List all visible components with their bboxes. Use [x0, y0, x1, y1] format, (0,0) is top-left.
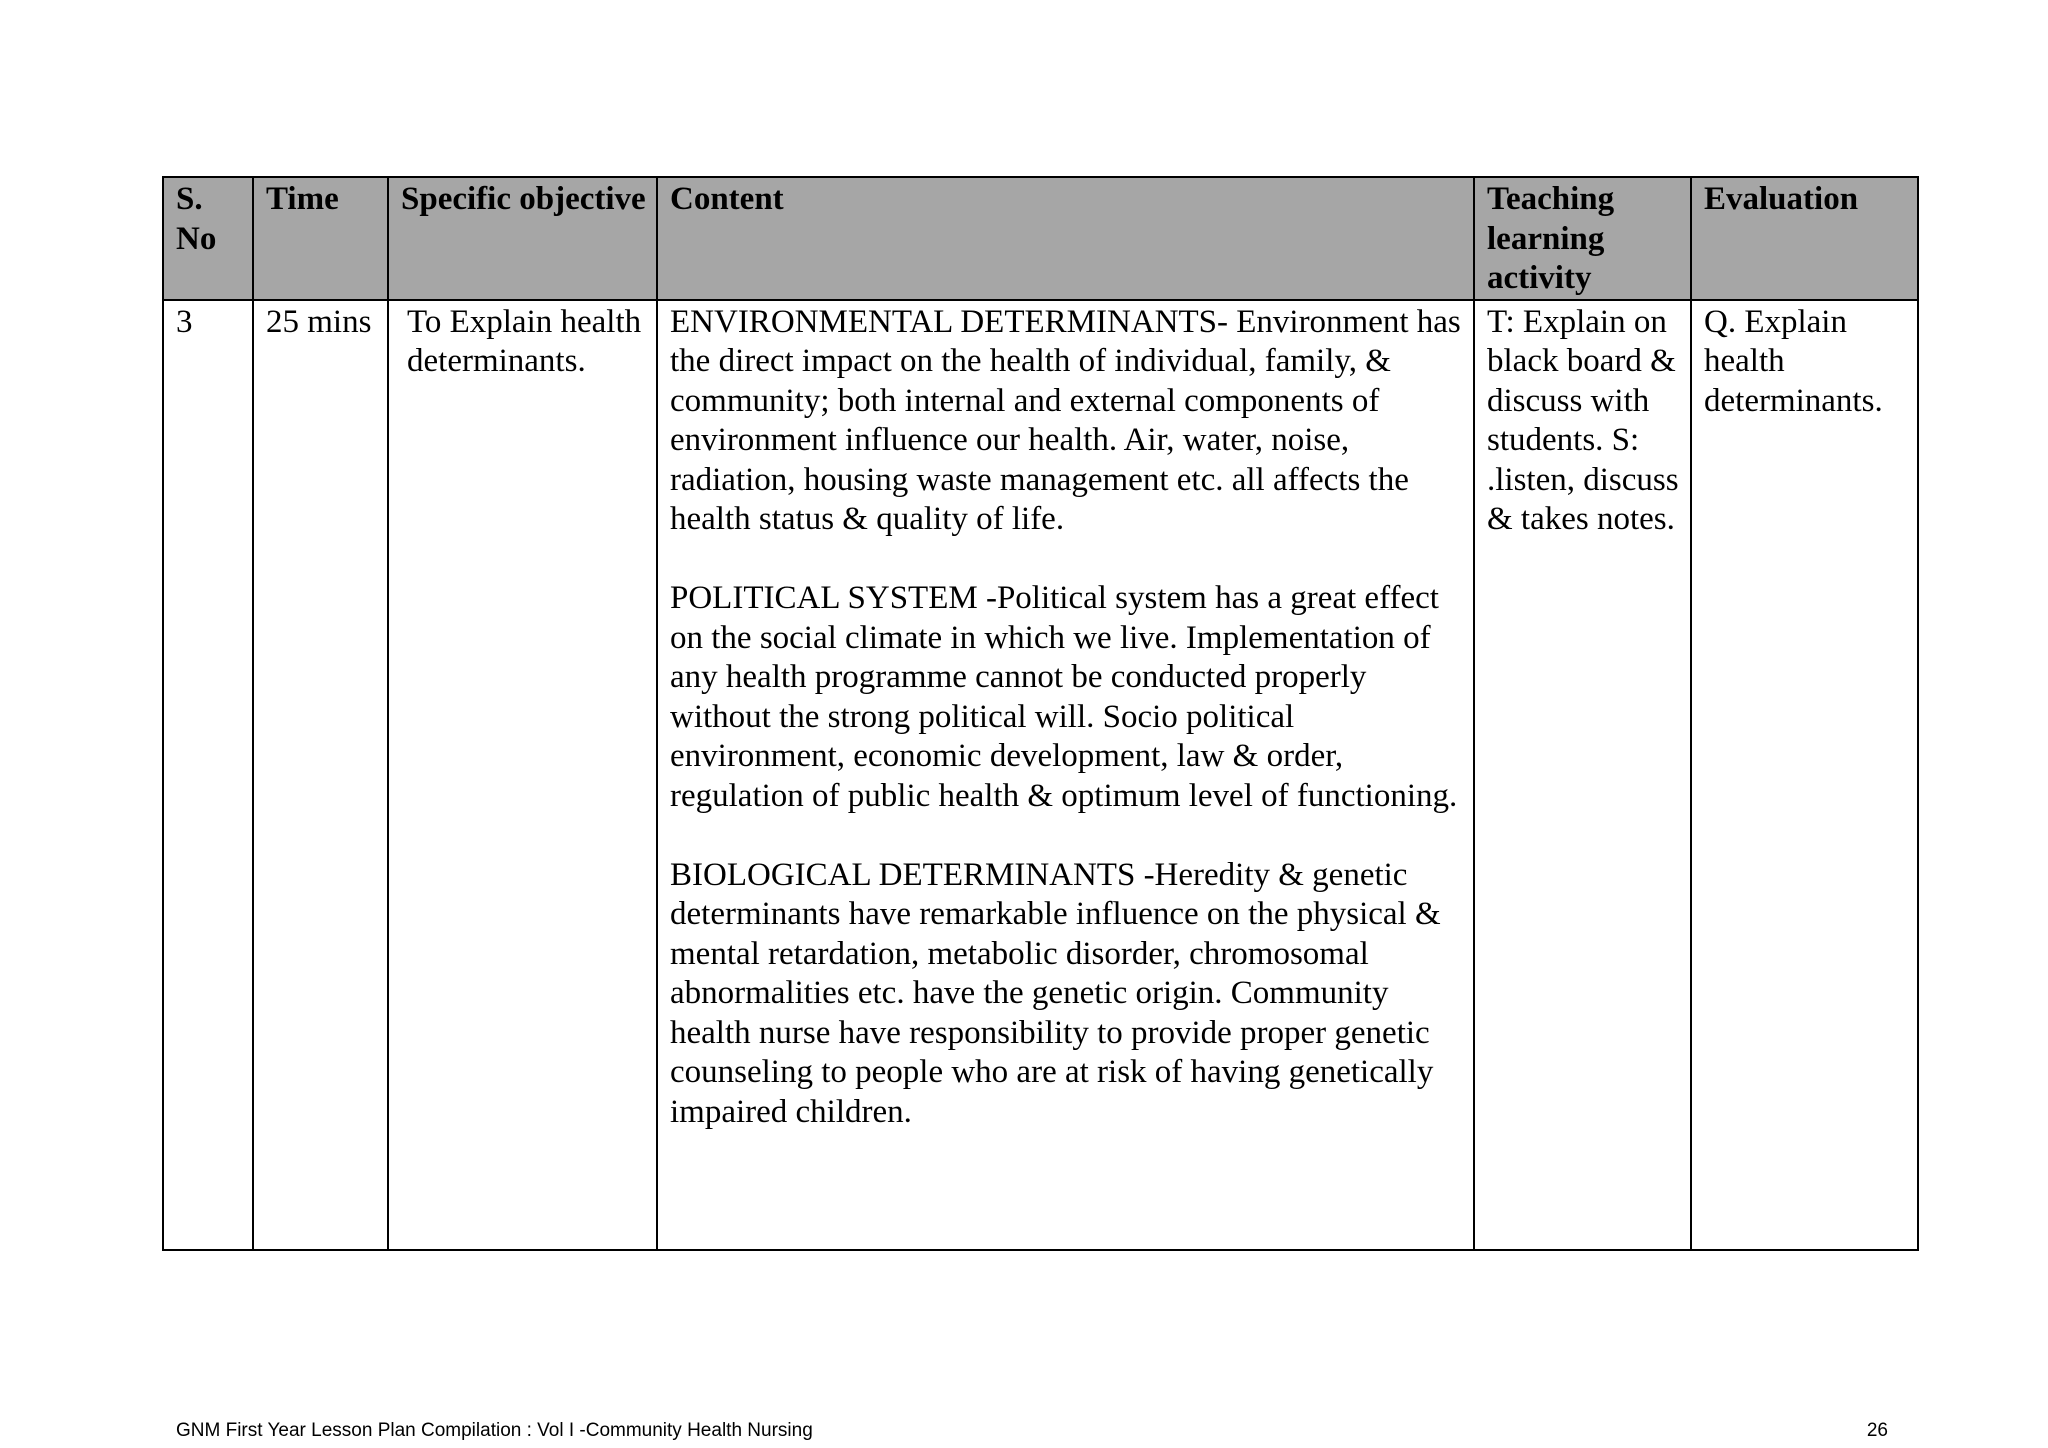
- cell-sno: 3: [163, 300, 253, 1250]
- header-activity: Teaching learning activity: [1474, 177, 1691, 300]
- page-number: 26: [1866, 1420, 1888, 1441]
- objective-text: To Explain health determinants.: [407, 303, 642, 379]
- cell-activity: T: Explain on black board & discuss with students. S: .listen, discuss & takes notes.: [1474, 300, 1691, 1250]
- content-paragraph-environmental: ENVIRONMENTAL DETERMINANTS- Environment has the direct impact on the health of individual, family, & community; both internal and external components of environment influence our health. Air, water, noise, radiation, housing waste management etc. all affects the health status & quality of life.: [670, 303, 1461, 537]
- footer-title: GNM First Year Lesson Plan Compilation : Vol I -Community Health Nursing: [176, 1420, 813, 1441]
- content-paragraph-political: POLITICAL SYSTEM -Political system has a great effect on the social climate in which we live. Implementation of any health programme cannot be conducted properly without the strong political will. Socio political environment, economic development, law & order, regulation of public health & optimum level of functioning.: [670, 580, 1458, 814]
- cell-content: [657, 300, 1474, 1250]
- header-objective: Specific objective: [388, 177, 657, 300]
- cell-objective: [388, 300, 657, 1250]
- header-time: Time: [253, 177, 388, 300]
- table-header-row: [163, 177, 1918, 300]
- content-paragraph-biological: BIOLOGICAL DETERMINANTS -Heredity & genetic determinants have remarkable influence on the physical & mental retardation, metabolic disorder, chromosomal abnormalities etc. have the genetic origin. Community health nurse have responsibility to provide proper genetic counseling to people who are at risk of having genetically impaired children.: [670, 856, 1441, 1130]
- header-content: Content: [657, 177, 1474, 300]
- cell-time: 25 mins: [253, 300, 388, 1250]
- cell-evaluation: Q. Explain health determinants.: [1691, 300, 1918, 1250]
- header-evaluation: Evaluation: [1691, 177, 1918, 300]
- lesson-plan-table: [162, 176, 1919, 1251]
- table-row: [163, 300, 1918, 1250]
- header-sno: S. No: [163, 177, 253, 300]
